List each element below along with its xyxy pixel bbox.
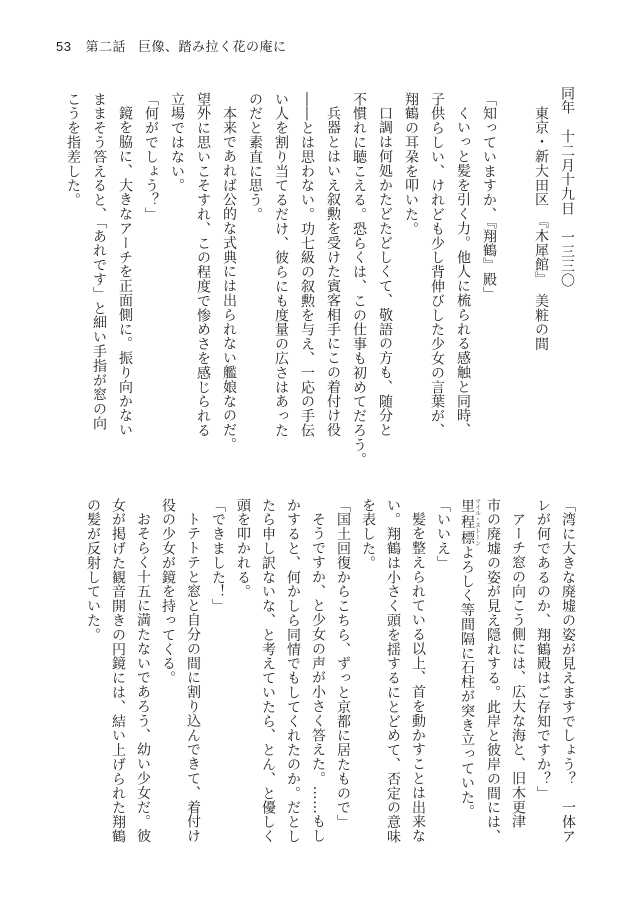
text-column xyxy=(530,498,555,868)
line-text: トテトテと窓と自分の間に割り込んできて、着付け xyxy=(185,512,201,844)
line-text: を表した。 xyxy=(360,498,376,570)
text-column xyxy=(528,92,554,452)
line-text: よろしく等間隔に石柱が突き立っていた。 xyxy=(459,545,475,819)
text-column xyxy=(455,498,480,868)
text-column xyxy=(346,92,372,467)
text-column xyxy=(355,498,380,868)
line-text: 不慣れに聴こえる。恐らくは、この仕事も初めてだろう。 xyxy=(351,92,367,467)
line-text: 翔鶴の耳朶を叩いた。 xyxy=(403,92,419,236)
text-column xyxy=(205,498,230,868)
line-text: ――とは思わない。功七級の叙勲を与え、一応の手伝 xyxy=(299,92,315,438)
text-column xyxy=(450,92,476,452)
text-column xyxy=(430,498,455,868)
text-column xyxy=(372,92,398,452)
page-number: 53 xyxy=(56,39,72,54)
line-text: 「知っていますか、『翔鶴』殿」 xyxy=(481,92,497,301)
text-column xyxy=(130,498,155,868)
text-column xyxy=(112,92,138,452)
running-header xyxy=(56,36,287,55)
line-text: レが何であるのか、翔鶴殿はご存知ですか？」 xyxy=(535,498,551,801)
text-column xyxy=(60,92,86,452)
line-text: 鏡を脇に、大きなアーチを正面側に。振り向かない xyxy=(117,106,133,438)
line-text: 立場ではない。 xyxy=(169,92,185,193)
line-text: 本来であれば公的な式典には出られない艦娘なのだ。 xyxy=(221,106,237,452)
line-text: くいっと髪を引く力。他人に梳られる感触と同時、 xyxy=(455,106,471,438)
line-text: 頭を叩かれる。 xyxy=(235,498,251,599)
text-column xyxy=(554,86,580,452)
line-text: 「できました！」 xyxy=(210,498,226,614)
blank-line xyxy=(502,92,528,452)
line-text: こうを指差した。 xyxy=(65,92,81,208)
text-column xyxy=(405,498,430,868)
text-column xyxy=(305,498,330,868)
line-text: 同年 十二月十九日 一三三〇 xyxy=(559,86,575,288)
text-column xyxy=(105,498,130,868)
line-text: の髪が反射していた。 xyxy=(85,498,101,642)
text-column xyxy=(380,498,405,868)
text-column xyxy=(164,92,190,452)
text-column xyxy=(190,92,216,452)
line-text: アーチ窓の向こう側には、広大な海と、旧木更津 xyxy=(510,512,526,830)
text-column xyxy=(255,498,280,868)
text-column xyxy=(155,498,180,868)
text-column xyxy=(294,92,320,452)
text-column xyxy=(180,498,205,868)
text-column xyxy=(86,92,112,452)
text-block-top xyxy=(60,86,580,467)
line-text: 東京・新大田区 『木犀館』 美粧の間 xyxy=(533,106,549,352)
text-column xyxy=(480,498,505,868)
line-text: おそらく十五に満たないであろう、幼い少女だ。彼 xyxy=(135,512,151,844)
text-column xyxy=(268,92,294,452)
line-text: い。翔鶴は小さく頭を揺するにとどめて、否定の意味 xyxy=(385,498,401,844)
line-text: 「いいえ」 xyxy=(435,498,451,570)
chapter-title: 巨像、踏み拉く花の庵に xyxy=(137,40,287,55)
line-text: 望外に思いこそすれ、この程度で惨めさを感じられる xyxy=(195,92,211,438)
text-column xyxy=(138,92,164,452)
ruby-base: 里程標 xyxy=(459,498,475,546)
text-column xyxy=(320,92,346,452)
text-column xyxy=(242,92,268,452)
line-text: かすると、何かしら同情でもしてくれたのか。だとし xyxy=(285,498,301,844)
line-text: 子供らしい、けれども少し背伸びした少女の言葉が、 xyxy=(429,92,445,438)
text-column xyxy=(398,92,424,452)
line-text: 髪を整えられている以上、首を動かすことは出来な xyxy=(410,512,426,844)
text-column xyxy=(555,498,580,868)
text-column xyxy=(330,498,355,868)
text-block-bottom xyxy=(80,498,580,868)
line-text: 兵器とはいえ叙勲を受けた賓客相手にこの着付け役 xyxy=(325,106,341,438)
chapter-number: 第二話 xyxy=(85,40,126,55)
text-column xyxy=(230,498,255,868)
line-text: そうですか、と少女の声が小さく答えた。……もし xyxy=(310,512,326,844)
line-text: ままそう答えると、「あれです」と細い手指が窓の向 xyxy=(91,92,107,431)
line-text: 「湾に大きな廃墟の姿が見えますでしょう？ 一体ア xyxy=(560,498,576,844)
text-column xyxy=(216,92,242,452)
line-text: たら申し訳ないな、と考えていたら、とん、と優しく xyxy=(260,498,276,844)
line-text: 「国土回復からこちら、ずっと京都に居たもので」 xyxy=(335,498,351,830)
ruby-annotation xyxy=(459,498,481,546)
text-column xyxy=(80,498,105,868)
line-text: 女が掲げた観音開きの円鏡には、結い上げられた翔鶴 xyxy=(110,498,126,844)
line-text: のだと素直に思う。 xyxy=(247,92,263,222)
text-column xyxy=(280,498,305,868)
ruby-text: マイル・ストーン xyxy=(473,498,481,546)
line-text: 市の廃墟の姿が見え隠れする。此岸と彼岸の間には、 xyxy=(485,498,501,844)
text-column xyxy=(505,498,530,868)
line-text: 役の少女が鏡を持ってくる。 xyxy=(160,498,176,686)
text-column xyxy=(476,92,502,452)
line-text: 「何がでしょう？」 xyxy=(143,92,159,222)
text-column xyxy=(424,92,450,452)
line-text: い人を割り当てるだけ、彼らにも度量の広さはあった xyxy=(273,92,289,438)
line-text: 口調は何処かたどたどしくて、敬語の方も、随分と xyxy=(377,106,393,438)
